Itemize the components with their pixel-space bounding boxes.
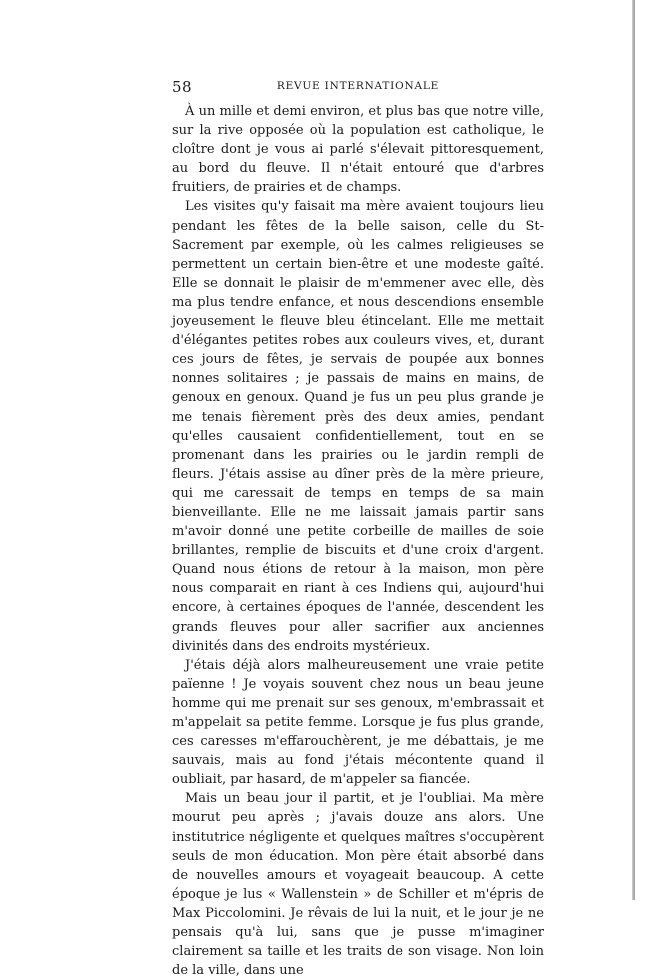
page-header bbox=[172, 78, 544, 98]
running-title: REVUE INTERNATIONALE bbox=[276, 80, 440, 92]
page-number: 58 bbox=[172, 78, 193, 96]
paragraph-1: À un mille et demi environ, et plus bas que notre ville, sur la rive opposée où la population est catholique, le cloître dont je vous ai parlé s'élevait pittoresquement, au bord du fleuve. Il n'était entouré que d'arbres fruitiers, de prairies et de champs. bbox=[172, 104, 544, 196]
paragraph-2: Les visites qu'y faisait ma mère avaient toujours lieu pendant les fêtes de la belle saison, celle du St-Sacrement par exemple, où les calmes religieuses se permettent un certain bien-être et une modeste gaîté. Elle se donnait le plaisir de m'emmener avec elle, dès ma plus tendre enfance, et nous descendions ensemble joyeusement le fleuve bleu étincelant. Elle me mettait d'élégantes petites robes aux couleurs vives, et, durant ces jours de fêtes, je servais de poupée aux bonnes nonnes solitaires ; je passais de mains en mains, de genoux en genoux. Quand je fus un peu plus grande je me tenais fièrement près des deux amies, pendant qu'elles causaient confidentiellement, tout en se promenant dans les prairies ou le jardin rempli de fleurs. J'étais assise au dîner près de la mère prieure, qui me caressait de temps en temps de sa main bienveillante. Elle ne me laissait jamais partir sans m'avoir donné une petite corbeille de mailles de soie brillantes, remplie de biscuits et d'une croix d'argent. Quand nous étions de retour à la maison, mon père nous comparait en riant à ces Indiens qui, aujourd'hui encore, à certaines époques de l'année, descendent les grands fleuves pour aller sacrifier aux anciennes divinités dans des endroits mystérieux. bbox=[172, 199, 544, 654]
page-edge-shadow bbox=[632, 0, 635, 900]
paragraph-4: Mais un beau jour il partit, et je l'oubliai. Ma mère mourut peu après ; j'avais douze ans alors. Une institutrice négligente et quelques maîtres s'occupèrent seuls de mon éducation. Mon père était absorbé dans de nouvelles amours et voyageait beaucoup. A cette époque je lus « Wallenstein » de Schiller et m'épris de Max Piccolomini. Je rêvais de lui la nuit, et le jour je ne pensais qu'à lui, sans que je pusse m'imaginer clairement sa taille et les traits de son visage. Non loin de la ville, dans une bbox=[172, 791, 544, 979]
paragraph-3: J'étais déjà alors malheureusement une vraie petite païenne ! Je voyais souvent chez nous un beau jeune homme qui me prenait sur ses genoux, m'embrassait et m'appelait sa petite femme. Lorsque je fus plus grande, ces caresses m'effarouchèrent, je me débattais, je me sauvais, mais au fond j'étais mécontente quand il oubliait, par hasard, de m'appeler sa fiancée. bbox=[172, 657, 544, 788]
body-text bbox=[172, 102, 544, 980]
